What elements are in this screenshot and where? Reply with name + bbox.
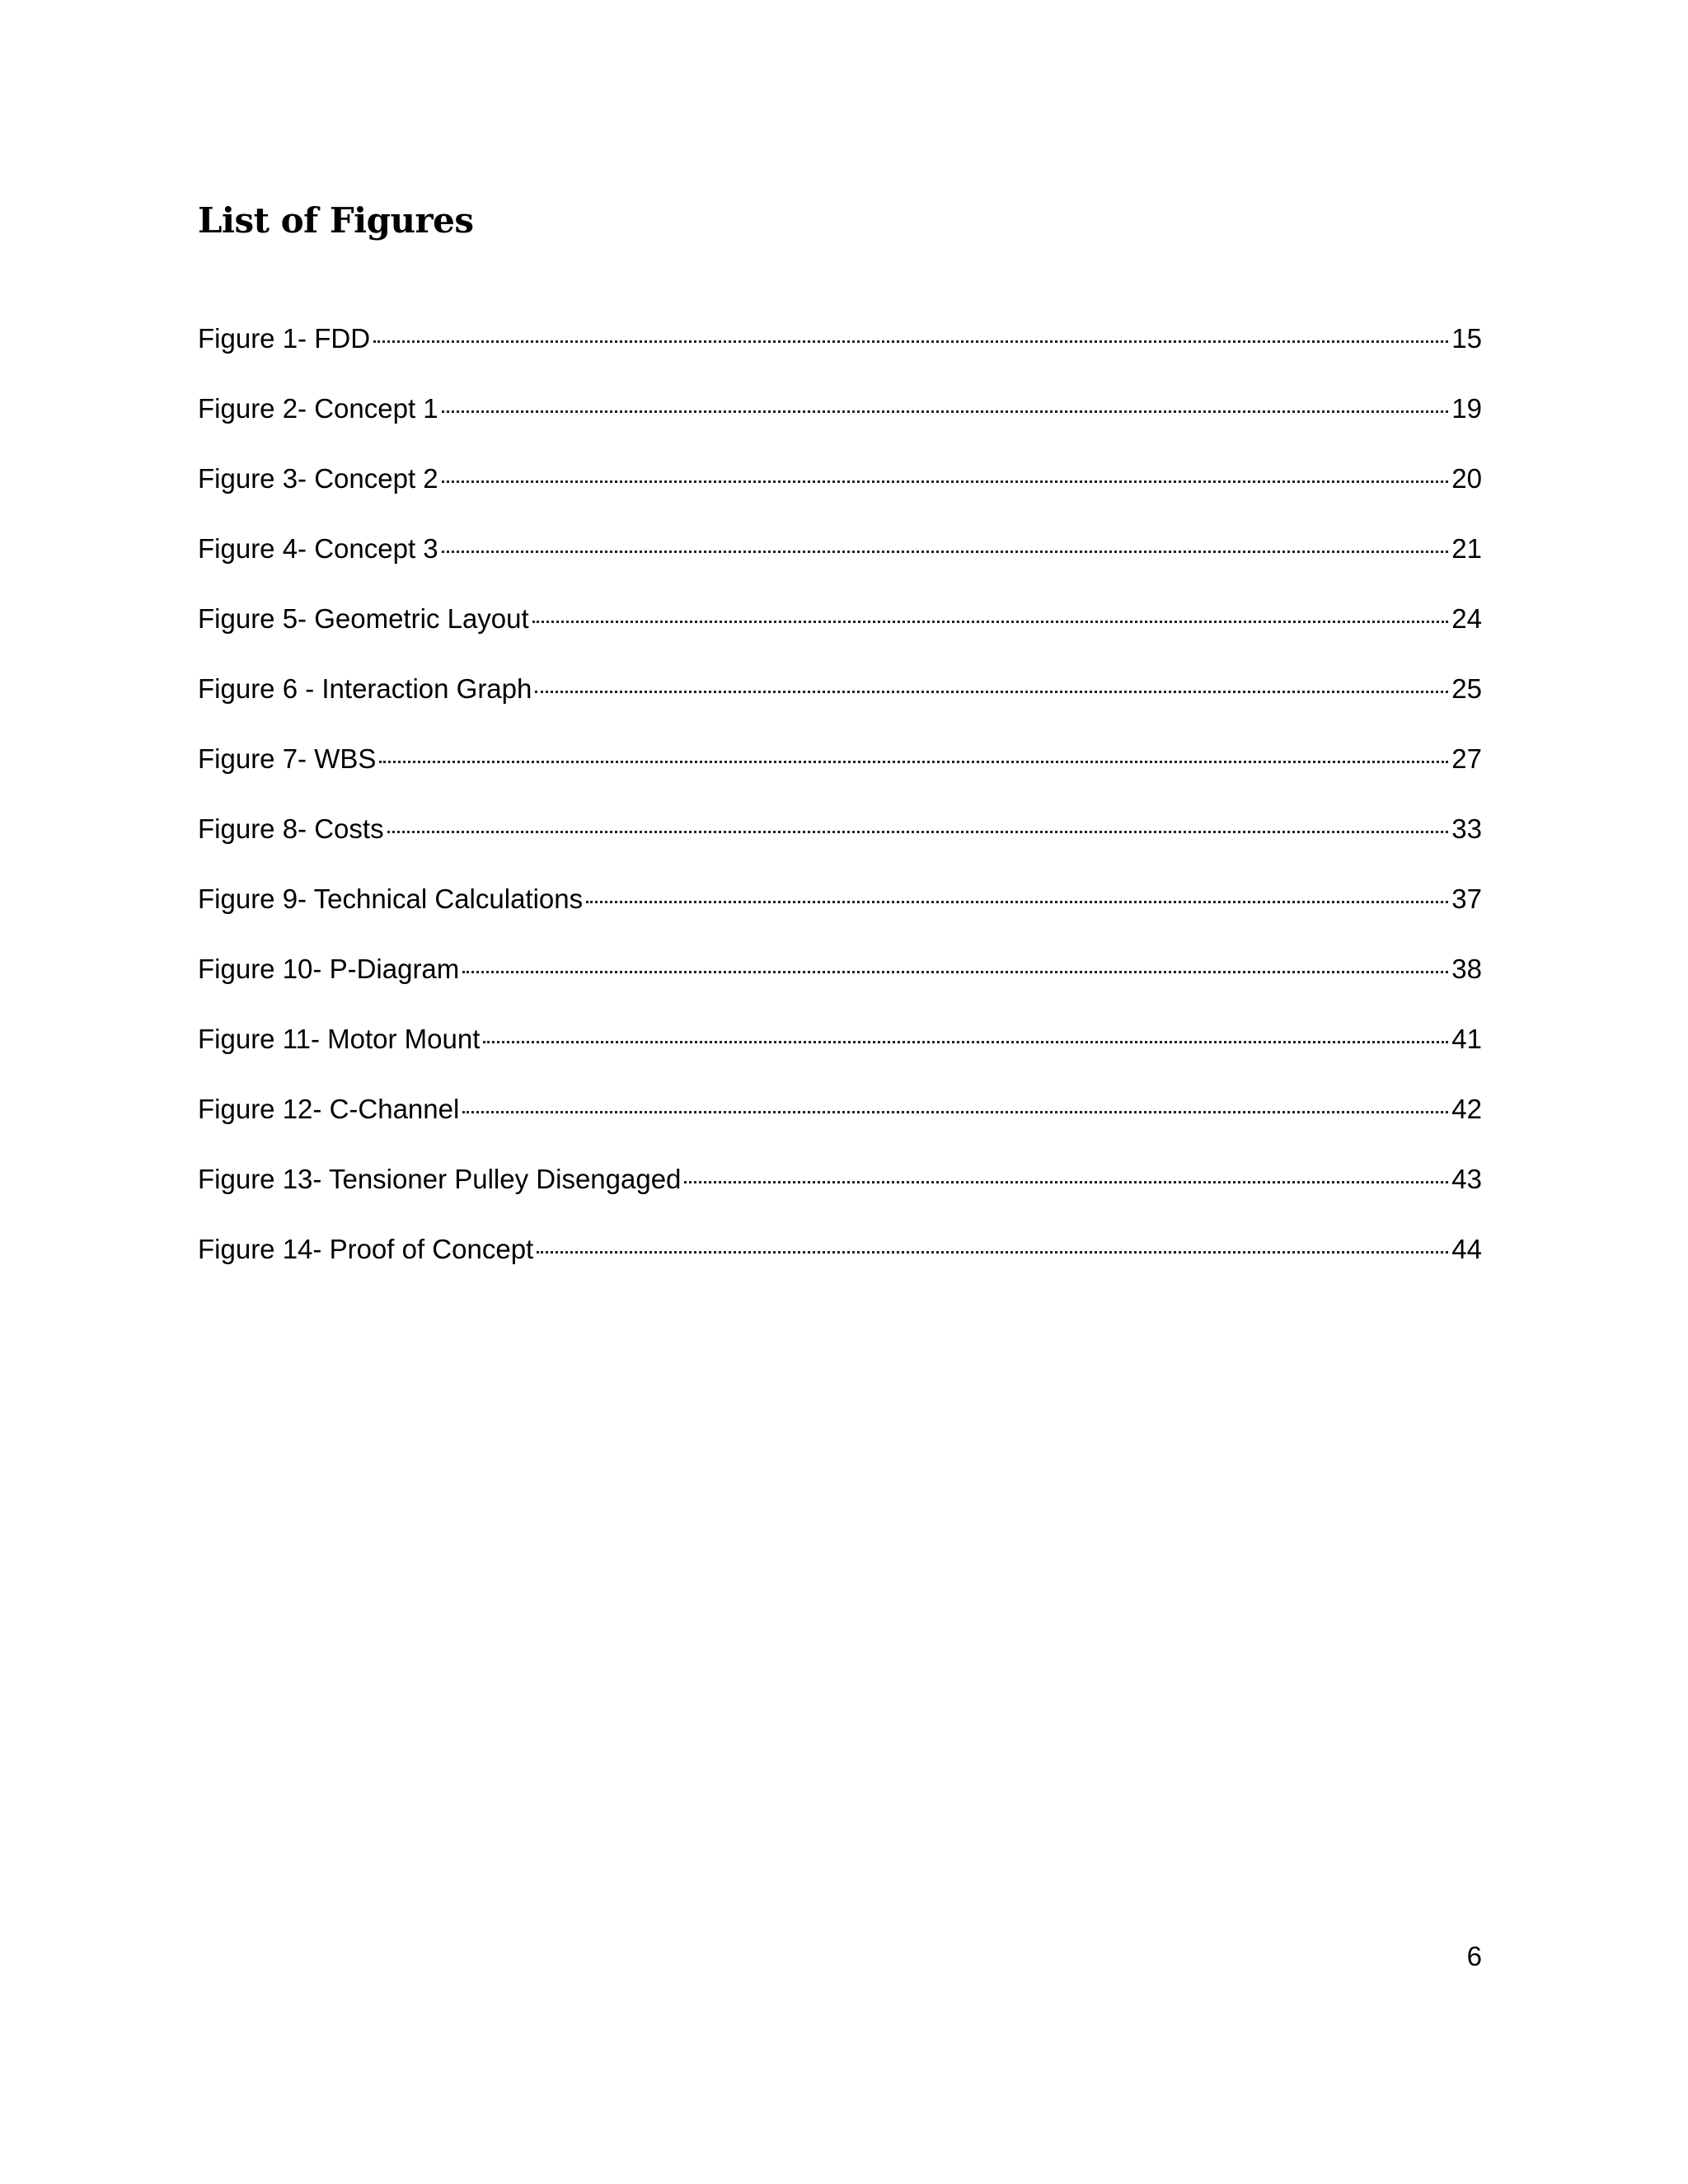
toc-entry[interactable]	[198, 387, 1482, 457]
toc-entry[interactable]	[198, 1158, 1482, 1228]
toc-entry-title: Figure 14- Proof of Concept	[198, 1234, 534, 1264]
toc-entry[interactable]	[198, 527, 1482, 598]
page-number: 6	[1466, 1941, 1482, 1971]
toc-entry[interactable]	[198, 808, 1482, 878]
toc-entry[interactable]	[198, 457, 1482, 527]
toc-entry[interactable]	[198, 317, 1482, 387]
toc-entry-page: 33	[1451, 813, 1482, 844]
toc-entry-title: Figure 11- Motor Mount	[198, 1024, 481, 1054]
toc-entry-page: 43	[1451, 1164, 1482, 1194]
toc-entry[interactable]	[198, 738, 1482, 808]
toc-dot-leader	[462, 971, 1448, 973]
toc-dot-leader	[586, 901, 1448, 903]
toc-dot-leader	[442, 551, 1449, 553]
toc-entry-title: Figure 2- Concept 1	[198, 393, 438, 424]
toc-entry[interactable]	[198, 668, 1482, 738]
toc-entry-title: Figure 4- Concept 3	[198, 533, 438, 564]
toc-entry-title: Figure 1- FDD	[198, 323, 371, 354]
toc-entry-page: 24	[1451, 603, 1482, 634]
toc-dot-leader	[442, 480, 1449, 483]
toc-entry-title: Figure 13- Tensioner Pulley Disengaged	[198, 1164, 682, 1194]
toc-dot-leader	[379, 761, 1448, 763]
toc-entry-page: 25	[1451, 673, 1482, 704]
toc-entry[interactable]	[198, 1228, 1482, 1298]
toc-entry-title: Figure 3- Concept 2	[198, 463, 438, 494]
toc-dot-leader	[442, 410, 1449, 413]
toc-entry-title: Figure 6 - Interaction Graph	[198, 673, 532, 704]
toc-entry-page: 20	[1451, 463, 1482, 494]
toc-entry-page: 37	[1451, 883, 1482, 914]
toc-entry-page: 38	[1451, 954, 1482, 984]
toc-entry-page: 21	[1451, 533, 1482, 564]
toc-entry-title: Figure 12- C-Channel	[198, 1094, 460, 1124]
toc-dot-leader	[373, 340, 1448, 343]
toc-entry-page: 44	[1451, 1234, 1482, 1264]
toc-entry[interactable]	[198, 878, 1482, 948]
page-heading: List of Figures	[198, 200, 474, 241]
toc-dot-leader	[684, 1181, 1448, 1183]
toc-entry-page: 42	[1451, 1094, 1482, 1124]
toc-entry-title: Figure 8- Costs	[198, 813, 384, 844]
toc-entry-title: Figure 5- Geometric Layout	[198, 603, 529, 634]
toc-dot-leader	[462, 1111, 1448, 1113]
toc-entry[interactable]	[198, 1018, 1482, 1088]
toc-dot-leader	[535, 691, 1448, 693]
toc-entry[interactable]	[198, 1088, 1482, 1158]
toc-entry[interactable]	[198, 948, 1482, 1018]
toc-dot-leader	[532, 621, 1449, 623]
toc-dot-leader	[537, 1251, 1448, 1254]
toc-entry-title: Figure 7- WBS	[198, 743, 377, 774]
toc-entry-page: 19	[1451, 393, 1482, 424]
toc-entry-page: 15	[1451, 323, 1482, 354]
toc-dot-leader	[483, 1041, 1448, 1043]
list-of-figures	[198, 317, 1482, 1298]
toc-entry-page: 41	[1451, 1024, 1482, 1054]
toc-entry-title: Figure 10- P-Diagram	[198, 954, 460, 984]
toc-entry-title: Figure 9- Technical Calculations	[198, 883, 584, 914]
toc-entry-page: 27	[1451, 743, 1482, 774]
toc-entry[interactable]	[198, 598, 1482, 668]
toc-dot-leader	[387, 831, 1449, 833]
